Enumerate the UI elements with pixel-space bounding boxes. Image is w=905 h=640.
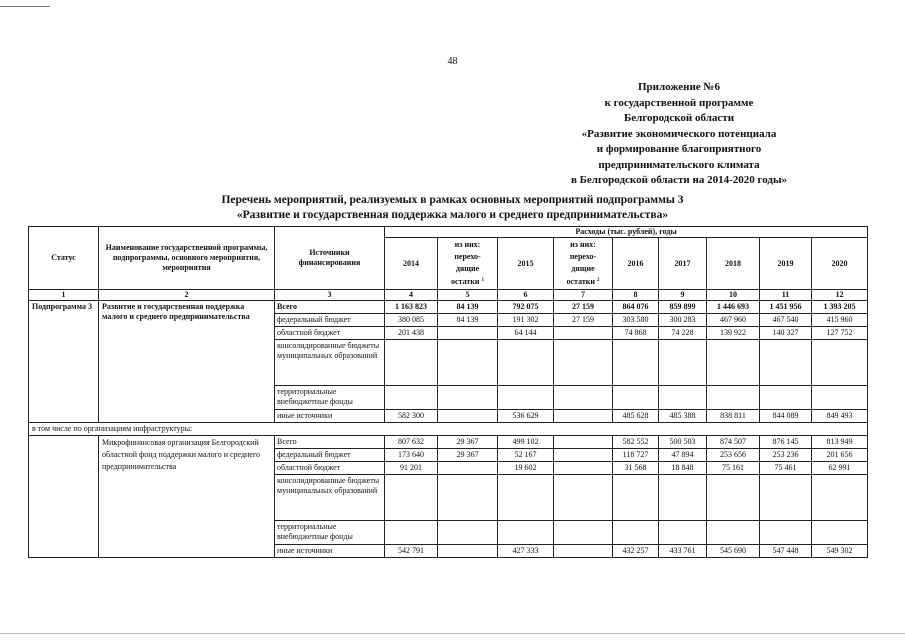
header-name: Наименование государственной программы, подпрограммы, основного мероприятия, мероприятия (99, 227, 275, 290)
value-cell (760, 386, 812, 410)
value-cell (438, 462, 498, 475)
header-year-2018: 2018 (707, 238, 760, 290)
value-cell (760, 340, 812, 386)
value-cell (438, 475, 498, 521)
value-cell: 27 159 (554, 314, 613, 327)
value-cell: 467 960 (707, 314, 760, 327)
value-cell: 52 167 (498, 449, 554, 462)
value-cell (438, 545, 498, 558)
header-text: дящие (571, 264, 595, 273)
value-cell: 1 163 823 (385, 301, 438, 314)
column-number: 11 (760, 290, 812, 301)
page-number: 48 (447, 56, 458, 67)
header-carryover-2 (554, 238, 613, 290)
value-cell (812, 340, 868, 386)
value-cell (812, 521, 868, 545)
value-cell: 1 393 205 (812, 301, 868, 314)
value-cell (385, 475, 438, 521)
value-cell (554, 386, 613, 410)
value-cell: 844 089 (760, 410, 812, 423)
header-year-2020: 2020 (812, 238, 868, 290)
source-cell: Всего (275, 436, 385, 449)
source-cell: территориальные внебюджетные фонды (275, 521, 385, 545)
value-cell: 303 580 (613, 314, 659, 327)
value-cell (659, 521, 707, 545)
value-cell (707, 386, 760, 410)
header-text: дящие (455, 264, 480, 273)
value-cell (498, 475, 554, 521)
value-cell (438, 327, 498, 340)
value-cell (438, 410, 498, 423)
document-title (0, 193, 905, 222)
column-number: 9 (659, 290, 707, 301)
value-cell: 582 552 (613, 436, 659, 449)
status-cell (29, 436, 99, 558)
value-cell (438, 386, 498, 410)
value-cell (554, 340, 613, 386)
column-number: 8 (613, 290, 659, 301)
header-year-2014: 2014 (385, 238, 438, 290)
value-cell: 201 438 (385, 327, 438, 340)
value-cell (613, 521, 659, 545)
value-cell: 499 102 (498, 436, 554, 449)
infrastructure-label: в том числе по организациям инфраструктуры: (29, 423, 868, 436)
value-cell: 864 076 (613, 301, 659, 314)
value-cell (554, 449, 613, 462)
table-row (29, 301, 868, 314)
value-cell: 118 727 (613, 449, 659, 462)
value-cell (554, 521, 613, 545)
value-cell: 1 451 956 (760, 301, 812, 314)
value-cell: 876 145 (760, 436, 812, 449)
value-cell: 253 236 (760, 449, 812, 462)
header-text: перехо- (454, 252, 481, 261)
value-cell (760, 521, 812, 545)
value-cell (707, 521, 760, 545)
column-number: 4 (385, 290, 438, 301)
title-line: «Развитие и государственная поддержка малого и среднего предпринимательства» (236, 208, 669, 221)
value-cell: 27 159 (554, 301, 613, 314)
value-cell: 485 388 (659, 410, 707, 423)
column-number: 3 (275, 290, 385, 301)
value-cell: 64 144 (498, 327, 554, 340)
source-cell: территориальные внебюджетные фонды (275, 386, 385, 410)
value-cell: 380 085 (385, 314, 438, 327)
program-name-cell: Развитие и государственная поддержка малого и среднего предпринимательства (99, 301, 275, 423)
value-cell: 300 283 (659, 314, 707, 327)
column-number: 12 (812, 290, 868, 301)
value-cell: 549 302 (812, 545, 868, 558)
value-cell: 415 960 (812, 314, 868, 327)
status-cell: Подпрограмма 3 (29, 301, 99, 423)
value-cell: 792 075 (498, 301, 554, 314)
value-cell: 74 868 (613, 327, 659, 340)
header-text: из них: (570, 240, 596, 249)
value-cell: 536 629 (498, 410, 554, 423)
value-cell: 84 139 (438, 314, 498, 327)
value-cell: 542 791 (385, 545, 438, 558)
header-carryover-1 (438, 238, 498, 290)
source-cell: консолидированные бюджеты муниципальных образований (275, 475, 385, 521)
value-cell: 874 507 (707, 436, 760, 449)
activities-table (28, 226, 868, 558)
value-cell (554, 462, 613, 475)
value-cell: 84 139 (438, 301, 498, 314)
value-cell: 432 257 (613, 545, 659, 558)
footnote-mark: 1 (481, 278, 485, 283)
value-cell: 1 446 693 (707, 301, 760, 314)
value-cell: 47 894 (659, 449, 707, 462)
value-cell (385, 340, 438, 386)
column-number-row (29, 290, 868, 301)
value-cell (385, 521, 438, 545)
scan-artifact-top (0, 6, 50, 7)
organization-name-cell: Микрофинансовая организация Белгородский областной фонд поддержки малого и среднего предпринимательства (99, 436, 275, 558)
header-text: из них: (454, 240, 481, 249)
value-cell: 127 752 (812, 327, 868, 340)
value-cell: 807 632 (385, 436, 438, 449)
value-cell (613, 475, 659, 521)
header-sources: Источники финансирования (275, 227, 385, 290)
value-cell (659, 340, 707, 386)
appendix-line: Белгородской области (623, 112, 735, 124)
value-cell: 140 327 (760, 327, 812, 340)
value-cell: 433 761 (659, 545, 707, 558)
value-cell: 19 602 (498, 462, 554, 475)
value-cell (554, 545, 613, 558)
header-text: остатки (450, 277, 480, 286)
value-cell: 139 922 (707, 327, 760, 340)
value-cell (659, 386, 707, 410)
value-cell (707, 340, 760, 386)
value-cell (812, 475, 868, 521)
value-cell (707, 475, 760, 521)
appendix-line: и формирование благоприятного (596, 143, 762, 155)
value-cell (613, 386, 659, 410)
appendix-line: Приложение №6 (638, 81, 720, 93)
value-cell (438, 521, 498, 545)
value-cell (554, 327, 613, 340)
value-cell (659, 475, 707, 521)
value-cell: 582 300 (385, 410, 438, 423)
value-cell (438, 340, 498, 386)
source-cell: иные источники (275, 545, 385, 558)
appendix-line: в Белгородской области на 2014-2020 годы» (570, 174, 788, 186)
column-number: 10 (707, 290, 760, 301)
source-cell: областной бюджет (275, 327, 385, 340)
header-status: Статус (29, 227, 99, 290)
column-number: 5 (438, 290, 498, 301)
value-cell: 74 228 (659, 327, 707, 340)
value-cell: 31 568 (613, 462, 659, 475)
table-row (29, 436, 868, 449)
value-cell: 500 503 (659, 436, 707, 449)
header-text: перехо- (569, 252, 597, 261)
value-cell (498, 340, 554, 386)
value-cell: 62 991 (812, 462, 868, 475)
value-cell: 18 848 (659, 462, 707, 475)
header-year-2016: 2016 (613, 238, 659, 290)
value-cell (760, 475, 812, 521)
value-cell (613, 340, 659, 386)
value-cell: 191 302 (498, 314, 554, 327)
value-cell: 75 461 (760, 462, 812, 475)
value-cell: 545 690 (707, 545, 760, 558)
value-cell: 859 899 (659, 301, 707, 314)
value-cell: 849 493 (812, 410, 868, 423)
column-number: 7 (554, 290, 613, 301)
footnote-mark: 2 (597, 278, 600, 283)
header-year-2017: 2017 (659, 238, 707, 290)
table-row (29, 423, 868, 436)
value-cell: 467 540 (760, 314, 812, 327)
source-cell: федеральный бюджет (275, 449, 385, 462)
value-cell (554, 436, 613, 449)
appendix-line: «Развитие экономического потенциала (581, 127, 777, 140)
header-year-2015: 2015 (498, 238, 554, 290)
column-number: 2 (99, 290, 275, 301)
value-cell: 838 811 (707, 410, 760, 423)
value-cell (498, 521, 554, 545)
value-cell (498, 386, 554, 410)
value-cell: 547 448 (760, 545, 812, 558)
value-cell: 91 201 (385, 462, 438, 475)
appendix-line: к государственной программе (604, 96, 754, 109)
source-cell: областной бюджет (275, 462, 385, 475)
value-cell: 253 656 (707, 449, 760, 462)
scan-artifact-bottom (0, 633, 905, 634)
appendix-line: предпринимательского климата (598, 158, 760, 171)
value-cell: 29 367 (438, 449, 498, 462)
header-expenses: Расходы (тыс. рублей), годы (385, 227, 868, 238)
value-cell: 75 161 (707, 462, 760, 475)
value-cell: 485 628 (613, 410, 659, 423)
appendix-heading (529, 80, 829, 189)
value-cell: 427 333 (498, 545, 554, 558)
source-cell: консолидированные бюджеты муниципальных образований (275, 340, 385, 386)
value-cell: 173 640 (385, 449, 438, 462)
source-cell: федеральный бюджет (275, 314, 385, 327)
value-cell (812, 386, 868, 410)
column-number: 6 (498, 290, 554, 301)
value-cell: 813 949 (812, 436, 868, 449)
header-text: остатки (566, 277, 596, 286)
header-year-2019: 2019 (760, 238, 812, 290)
source-cell: иные источники (275, 410, 385, 423)
value-cell: 201 656 (812, 449, 868, 462)
source-cell: Всего (275, 301, 385, 314)
value-cell (554, 475, 613, 521)
column-number: 1 (29, 290, 99, 301)
value-cell: 29 367 (438, 436, 498, 449)
value-cell (385, 386, 438, 410)
value-cell (554, 410, 613, 423)
title-line: Перечень мероприятий, реализуемых в рамках основных мероприятий подпрограммы 3 (221, 194, 684, 206)
